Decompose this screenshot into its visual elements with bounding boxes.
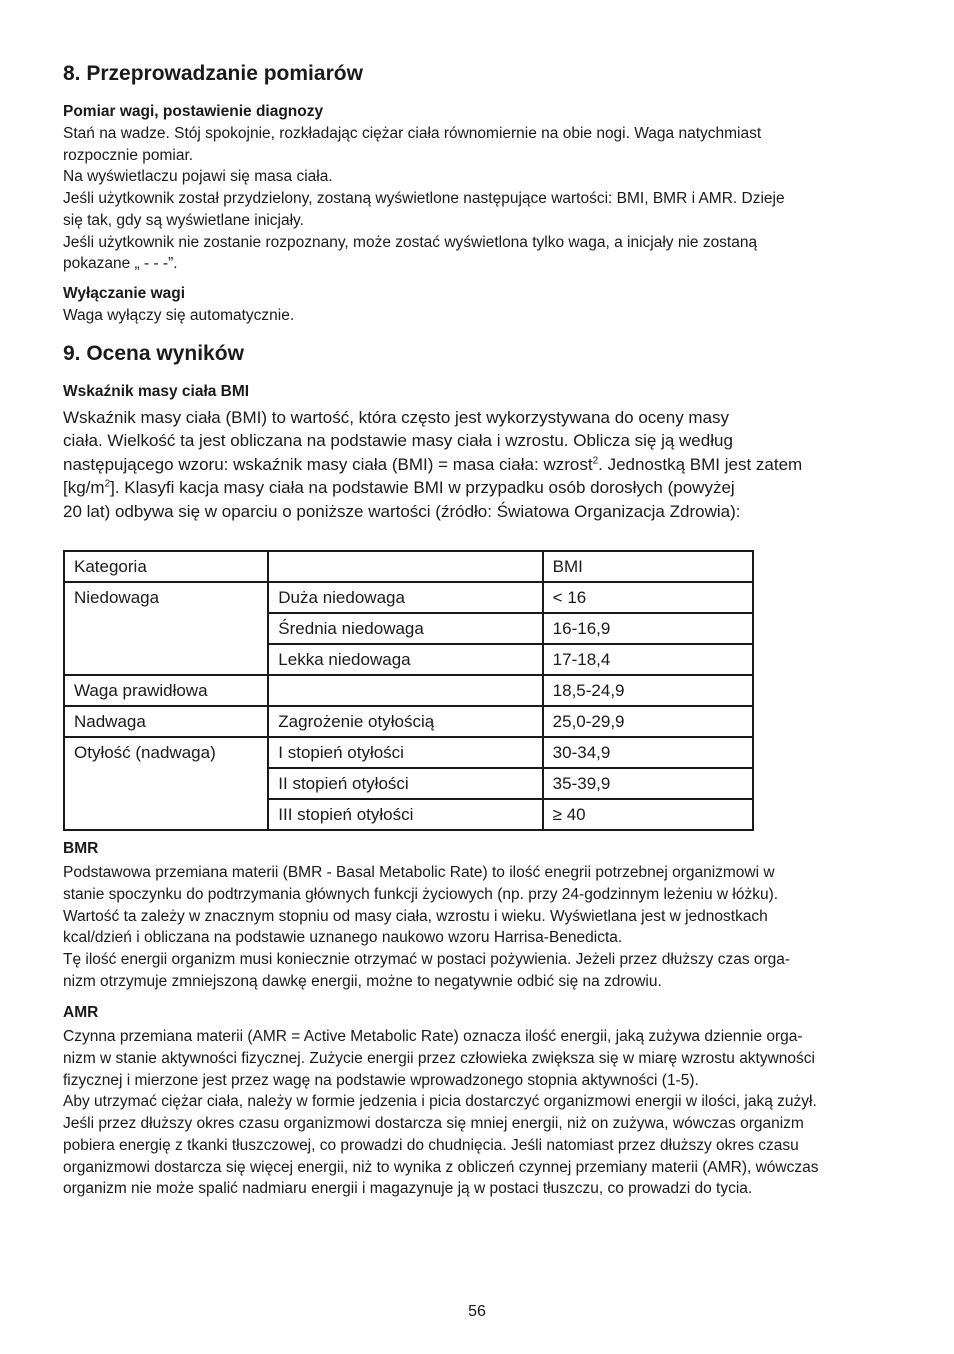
weighing-subtitle: Pomiar wagi, postawienie diagnozy [63, 103, 324, 120]
text-line: Aby utrzymać ciężar ciała, należy w formie jedzenia i picia dostarczyć organizmowi energii w ilości, jaką zużył. [63, 1093, 817, 1111]
text-line: się tak, gdy są wyświetlane inicjały. [63, 211, 304, 229]
text-line: kcal/dzień i obliczana na podstawie uznanego naukowo wzoru Harrisa-Benedicta. [63, 929, 623, 947]
text-line: Na wyświetlaczu pojawi się masa ciała. [63, 168, 333, 186]
bmi-value-cell: ≥ 40 [543, 799, 753, 830]
text-line: organizmowi dostarcza się więcej energii, niż to wynika z obliczeń czynnej przemiany materii (AMR), wówczas [63, 1158, 819, 1176]
text-line: Tę ilość energii organizm musi koniecznie otrzymać w postaci pożywienia. Jeżeli przez dłuższy czas orga- [63, 950, 791, 968]
text-line: Podstawowa przemiana materii (BMR - Basal Metabolic Rate) to ilość enegrii potrzebnej organizmowi w [63, 864, 775, 882]
switch-off-text [63, 305, 893, 327]
text-line: Wskaźnik masy ciała (BMI) to wartość, która często jest wykorzystywana do oceny masy [63, 407, 730, 427]
text-line: Waga wyłączy się automatycznie. [63, 306, 295, 324]
section-8-title: 8. Przeprowadzanie pomiarów [63, 62, 363, 85]
text-line: rozpocznie pomiar. [63, 146, 194, 164]
text-line: Jeśli użytkownik został przydzielony, zostaną wyświetlone następujące wartości: BMI, BMR i AMR. Dzieje [63, 190, 785, 208]
section-9-title: 9. Ocena wyników [63, 341, 244, 365]
subcategory-cell: Duża niedowaga [268, 582, 542, 613]
switch-off-subtitle: Wyłączanie wagi [63, 284, 186, 302]
text-line: nizm otrzymuje zmniejszoną dawkę energii, możne to negatywnie odbić się na zdrowiu. [63, 972, 662, 990]
text-line: nizm w stanie aktywności fizycznej. Zużycie energii przez człowieka zwiększa się w miarę wzrostu aktywności [63, 1050, 815, 1068]
text-line: pokazane „ - - -”. [63, 255, 178, 273]
table-row [64, 737, 753, 768]
text-line: Jeśli przez dłuższy okres czasu organizmowi dostarcza się mniej energii, niż on zużywa, wówczas organizm [63, 1115, 804, 1133]
bmi-value-cell: 17-18,4 [543, 644, 753, 675]
subcategory-cell: Lekka niedowaga [268, 644, 542, 675]
header-sub [268, 551, 542, 582]
text-line: $[kg/m^2]$. Klasyfi kacja masy ciała na podstawie BMI w przypadku osób dorosłych (powyżej [63, 478, 735, 498]
text-line: Czynna przemiana materii (AMR = Active Metabolic Rate) oznacza ilość energii, jaką zużywa dziennie orga- [63, 1028, 803, 1046]
bmi-table [63, 550, 754, 831]
subcategory-cell: Średnia niedowaga [268, 613, 542, 644]
table-row [64, 582, 753, 613]
document-page [63, 58, 893, 1200]
text-line: pobiera energię z tkanki tłuszczowej, co prowadzi do chudnięcia. Jeśli natomiast przez dłuższy okres czasu [63, 1136, 799, 1154]
bmi-text [63, 406, 893, 524]
text-line: Wartość ta zależy w znacznym stopniu od masy ciała, wzrostu i wieku. Wyświetlana jest w jednostkach [63, 907, 768, 925]
category-cell: Niedowaga [64, 582, 268, 675]
table-row [64, 706, 753, 737]
header-bmi: BMI [543, 551, 753, 582]
text-line: Jeśli użytkownik nie zostanie rozpoznany, może zostać wyświetlona tylko waga, a inicjały nie zostaną [63, 233, 758, 251]
category-cell: Waga prawidłowa [64, 675, 268, 706]
category-cell: Nadwaga [64, 706, 268, 737]
text-line: 20 lat) odbywa się w oparciu o poniższe wartości (źródło: Światowa Organizacja Zdrowia): [63, 501, 741, 521]
bmi-value-cell: 16-16,9 [543, 613, 753, 644]
text-line: organizm nie może spalić nadmiaru energii i magazynuje ją w postaci tłuszczu, co prowadzi do tycia. [63, 1180, 753, 1198]
text-line: fizycznej i mierzone jest przez wagę na podstawie wprowadzonego stopnia aktywności (1-5). [63, 1071, 699, 1089]
subcategory-cell: I stopień otyłości [268, 737, 542, 768]
bmi-value-cell: 25,0-29,9 [543, 706, 753, 737]
subcategory-cell [268, 675, 542, 706]
category-cell: Otyłość (nadwaga) [64, 737, 268, 830]
bmi-value-cell: < 16 [543, 582, 753, 613]
amr-text [63, 1026, 893, 1200]
text-line: ciała. Wielkość ta jest obliczana na podstawie masy ciała i wzrostu. Oblicza się ją według [63, 431, 733, 451]
bmi-value-cell: 18,5-24,9 [543, 675, 753, 706]
bmr-text [63, 862, 893, 992]
subcategory-cell: Zagrożenie otyłością [268, 706, 542, 737]
text-line: stanie spoczynku do podtrzymania głównych funkcji życiowych (np. przy 24-godzinnym leżeniu w łóżku). [63, 885, 779, 903]
page-number: 56 [468, 1303, 486, 1320]
subcategory-cell: II stopień otyłości [268, 768, 542, 799]
text-line: Stań na wadze. Stój spokojnie, rozkładając ciężar ciała równomiernie na obie nogi. Waga natychmiast [63, 125, 762, 142]
bmi-value-cell: 30-34,9 [543, 737, 753, 768]
bmr-subtitle: BMR [63, 840, 99, 858]
table-row [64, 675, 753, 706]
header-category: Kategoria [64, 551, 268, 582]
text-line: następującego wzoru: wskaźnik masy ciała (BMI) = masa ciała: wzrost$^2$. Jednostką BMI jest zatem [63, 454, 803, 474]
table-header-row [64, 551, 753, 582]
bmi-subtitle: Wskaźnik masy ciała BMI [63, 382, 250, 400]
bmi-value-cell: 35-39,9 [543, 768, 753, 799]
subcategory-cell: III stopień otyłości [268, 799, 542, 830]
amr-subtitle: AMR [63, 1004, 99, 1022]
weighing-text [63, 123, 893, 275]
